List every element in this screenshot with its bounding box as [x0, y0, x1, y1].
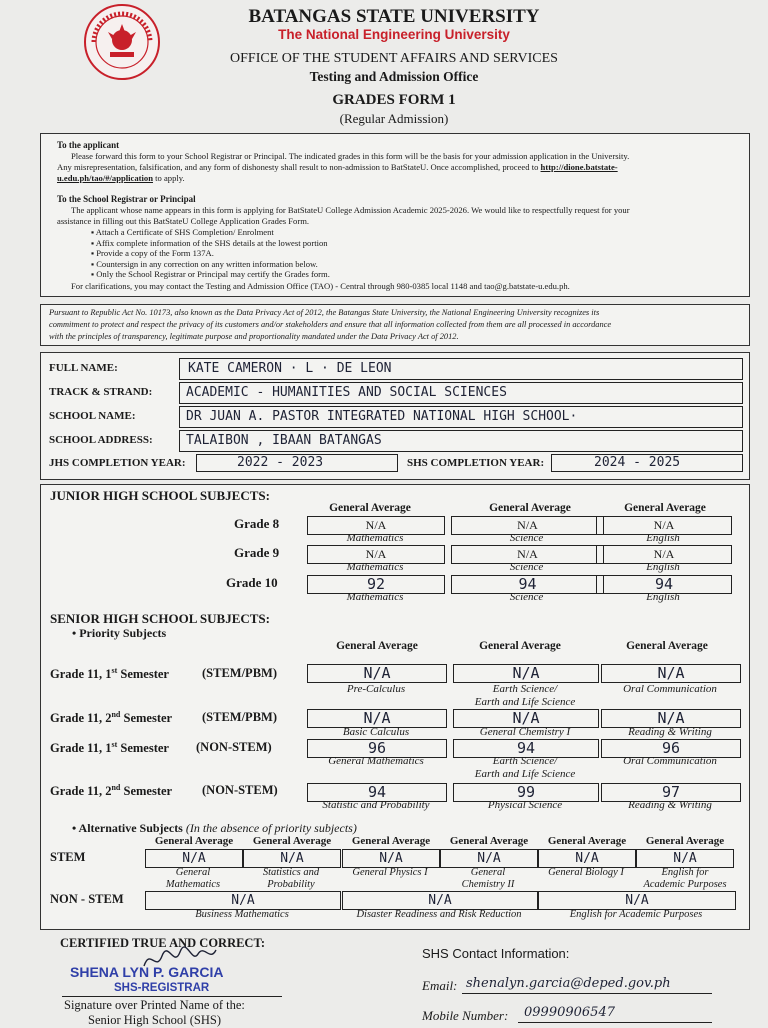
jhs-g8-math[interactable]: N/A [307, 516, 445, 535]
track-field[interactable]: ACADEMIC - HUMANITIES AND SOCIAL SCIENCES [179, 382, 743, 404]
shs-row-track: (NON-STEM) [196, 740, 272, 754]
stem-subject: General Biology I [548, 867, 624, 878]
subject-label: General Mathematics [328, 755, 424, 767]
contact-heading: SHS Contact Information: [422, 946, 570, 961]
bullet-item: ▪ Countersign in any correction on any written information below. [91, 258, 318, 269]
stem-subject: General Chemistry II [461, 867, 515, 890]
bullet-item: ▪ Provide a copy of the Form 137A. [91, 248, 214, 258]
subject-label: General Chemistry I [479, 726, 571, 738]
shs-row-track: (NON-STEM) [202, 783, 278, 797]
jhs-col-header: General Average [624, 502, 706, 514]
subject-label: Mathematics [346, 561, 404, 573]
shs-year-label: SHS COMPLETION YEAR: [407, 457, 545, 469]
registrar-text-2: assistance in filling out this BatStateU College Application Grades Form. [57, 216, 310, 226]
privacy-line-3: with the principles of transparency, legitimate purpose and proportionality mandated under the Data Privacy Act of 2012. [49, 332, 459, 341]
school-address-label: SCHOOL ADDRESS: [49, 434, 153, 446]
stem-subject: General Mathematics [165, 867, 221, 890]
nonstem-value[interactable]: N/A [342, 891, 538, 910]
subject-label: English [646, 591, 680, 603]
school-name-label: SCHOOL NAME: [49, 410, 136, 422]
nonstem-subject: Disaster Readiness and Risk Reduction [356, 909, 522, 920]
subject-label: Science [509, 561, 544, 573]
alt-col-header: General Average [547, 835, 627, 847]
shs-r2-value[interactable]: N/A [453, 709, 599, 728]
shs-row-track: (STEM/PBM) [202, 710, 277, 724]
subject-label: Physical Science [487, 799, 563, 811]
subject-label: Science [509, 532, 544, 544]
subject-label: Earth and Life Science [474, 768, 576, 780]
shs-r4-value[interactable]: 99 [453, 783, 599, 802]
registrar-heading: To the School Registrar or Principal [57, 194, 196, 204]
stem-value[interactable]: N/A [145, 849, 243, 868]
subject-label: Statistic and Probability [322, 799, 430, 811]
shs-r1-value[interactable]: N/A [453, 664, 599, 683]
shs-r3-value[interactable]: 94 [453, 739, 599, 758]
jhs-g9-sci[interactable]: N/A [451, 545, 604, 564]
shs-r1-value[interactable]: N/A [307, 664, 447, 683]
shs-r2-value[interactable]: N/A [307, 709, 447, 728]
nonstem-subject: English for Academic Purposes [569, 909, 703, 920]
email-label: Email: [422, 978, 458, 993]
stem-subject: English for Academic Purposes [643, 867, 727, 890]
subject-label: Oral Communication [623, 683, 717, 695]
subject-label: Pre-Calculus [346, 683, 406, 695]
subject-label: Earth and Life Science [474, 696, 576, 708]
bullet-item: ▪ Attach a Certificate of SHS Completion/ Enrolment [91, 227, 274, 237]
jhs-g8-eng[interactable]: N/A [596, 516, 732, 535]
full-name-label: FULL NAME: [49, 362, 118, 374]
stem-value[interactable]: N/A [538, 849, 636, 868]
applicant-text-1: Please forward this form to your School Registrar or Principal. The indicated grades in this form will be the basis for your admission application in the University. [71, 151, 630, 161]
admission-type: (Regular Admission) [339, 111, 449, 126]
bullet-item: ▪ Affix complete information of the SHS details at the lowest portion [91, 237, 328, 248]
subject-label: Science [509, 591, 544, 603]
jhs-g10-eng[interactable]: 94 [596, 575, 732, 594]
subject-label: Mathematics [346, 532, 404, 544]
privacy-line-2: commitment to protect and respect the privacy of its customers and/or stakeholders and ensure that all information collected from them are all processed in accordance [49, 320, 612, 329]
shs-row-label: Grade 11, 1st Semester [50, 666, 169, 682]
office-name: OFFICE OF THE STUDENT AFFAIRS AND SERVICES [230, 51, 558, 66]
shs-col-header: General Average [336, 640, 418, 652]
shs-r2-value[interactable]: N/A [601, 709, 741, 728]
subject-label: English [646, 561, 680, 573]
privacy-line-1: Pursuant to Republic Act No. 10173, also known as the Data Privacy Act of 2012, the Batangas State University, the National Engineering University recognizes its [49, 308, 600, 317]
shs-r4-value[interactable]: 94 [307, 783, 447, 802]
office-unit: Testing and Admission Office [309, 69, 479, 84]
signature-caption-2: Senior High School (SHS) [88, 1013, 221, 1027]
dione-link-2[interactable]: u.edu.ph/tao/#/application [57, 173, 153, 183]
shs-row-label: Grade 11, 2nd Semester [50, 710, 173, 726]
jhs-g10-sci[interactable]: 94 [451, 575, 604, 594]
registrar-text-1: The applicant whose name appears in this form is applying for BatStateU College Admission Academic 2025-2026. We would like to respectfully request for your [71, 205, 630, 215]
subject-label: Oral Communication [623, 755, 717, 767]
track-label: TRACK & STRAND: [49, 386, 153, 398]
stem-label: STEM [50, 850, 86, 864]
school-name-field[interactable]: DR JUAN A. PASTOR INTEGRATED NATIONAL HIGH SCHOOL· [179, 406, 743, 428]
jhs-col-header: General Average [329, 502, 411, 514]
jhs-year-field[interactable]: 2022 - 2023 [196, 454, 398, 472]
university-seal [72, 2, 172, 82]
shs-heading: SENIOR HIGH SCHOOL SUBJECTS: [50, 611, 270, 626]
shs-col-header: General Average [626, 640, 708, 652]
school-address-field[interactable]: TALAIBON , IBAAN BATANGAS [179, 430, 743, 452]
applicant-heading: To the applicant [57, 140, 120, 150]
subject-label: English [646, 532, 680, 544]
shs-r3-value[interactable]: 96 [307, 739, 447, 758]
stem-value[interactable]: N/A [243, 849, 341, 868]
priority-label: • Priority Subjects [72, 626, 167, 640]
email-line [462, 993, 712, 994]
subject-label: Earth Science/ [492, 755, 558, 767]
mobile-value[interactable]: 09990906547 [524, 1005, 615, 1020]
shs-r4-value[interactable]: 97 [601, 783, 741, 802]
instructions-box [40, 133, 750, 297]
university-name: BATANGAS STATE UNIVERSITY [248, 6, 540, 27]
full-name-field[interactable]: KATE CAMERON · L · DE LEON [179, 358, 743, 380]
jhs-grade-label: Grade 9 [234, 545, 280, 560]
alt-col-header: General Average [351, 835, 431, 847]
stem-value[interactable]: N/A [636, 849, 734, 868]
subject-label: Basic Calculus [342, 726, 410, 738]
jhs-heading: JUNIOR HIGH SCHOOL SUBJECTS: [50, 488, 270, 503]
signature-caption-1: Signature over Printed Name of the: [64, 998, 245, 1012]
nonstem-value[interactable]: N/A [145, 891, 341, 910]
stem-subject: Statistics and Probability [262, 867, 320, 890]
student-info-box [40, 352, 750, 480]
signature-line [62, 996, 282, 997]
dione-link-1[interactable]: http://dione.batstate- [540, 162, 618, 172]
email-value[interactable]: shenalyn.garcia@deped.gov.ph [466, 976, 671, 991]
registrar-stamp-name: SHENA LYN P. GARCIA [70, 964, 224, 980]
subject-label: Earth Science/ [492, 683, 558, 695]
university-tagline: The National Engineering University [278, 27, 510, 42]
nonstem-value[interactable]: N/A [538, 891, 736, 910]
subject-label: Mathematics [346, 591, 404, 603]
nonstem-subject: Business Mathematics [195, 909, 289, 920]
jhs-col-header: General Average [489, 502, 571, 514]
shs-year-field[interactable]: 2024 - 2025 [551, 454, 743, 472]
form-title: GRADES FORM 1 [332, 92, 456, 108]
shs-col-header: General Average [479, 640, 561, 652]
alt-col-header: General Average [154, 835, 234, 847]
mobile-line [518, 1022, 712, 1023]
jhs-grade-label: Grade 8 [234, 516, 280, 531]
jhs-grade-label: Grade 10 [226, 575, 278, 590]
stem-subject: General Physics I [352, 867, 428, 878]
jhs-year-label: JHS COMPLETION YEAR: [49, 457, 186, 469]
bullet-item: ▪ Only the School Registrar or Principal may certify the Grades form. [91, 269, 330, 279]
jhs-g9-eng[interactable]: N/A [596, 545, 732, 564]
certified-heading: CERTIFIED TRUE AND CORRECT: [60, 936, 266, 950]
jhs-g8-sci[interactable]: N/A [451, 516, 604, 535]
shs-row-label: Grade 11, 2nd Semester [50, 783, 173, 799]
clarification-text: For clarifications, you may contact the Testing and Admission Office (TAO) - Central through 980-0385 local 1148 and tao@g.batstate-u.edu.ph. [71, 281, 570, 291]
stem-value[interactable]: N/A [440, 849, 538, 868]
alt-col-header: General Average [449, 835, 529, 847]
alt-col-header: General Average [645, 835, 725, 847]
applicant-text-2: Any misrepresentation, falsification, and any form of dishonesty shall result to non-admission to BatStateU. Once accomplished, proceed to http://dione.batstate- [57, 162, 618, 172]
shs-row-label: Grade 11, 1st Semester [50, 740, 169, 756]
alt-col-header: General Average [252, 835, 332, 847]
stem-value[interactable]: N/A [342, 849, 440, 868]
jhs-g10-math[interactable]: 92 [307, 575, 445, 594]
shs-r3-value[interactable]: 96 [601, 739, 741, 758]
subject-label: Reading & Writing [628, 726, 712, 738]
mobile-label: Mobile Number: [422, 1008, 509, 1023]
privacy-box [40, 304, 750, 346]
bullet-list [91, 227, 330, 280]
nonstem-label: NON - STEM [50, 892, 124, 906]
alternative-label: • Alternative Subjects (In the absence of priority subjects) [72, 821, 357, 835]
shs-row-track: (STEM/PBM) [202, 666, 277, 680]
jhs-g9-math[interactable]: N/A [307, 545, 445, 564]
subject-label: Reading & Writing [628, 799, 712, 811]
shs-r1-value[interactable]: N/A [601, 664, 741, 683]
applicant-text-3: u.edu.ph/tao/#/application to apply. [57, 173, 185, 183]
registrar-stamp-title: SHS-REGISTRAR [114, 982, 210, 994]
